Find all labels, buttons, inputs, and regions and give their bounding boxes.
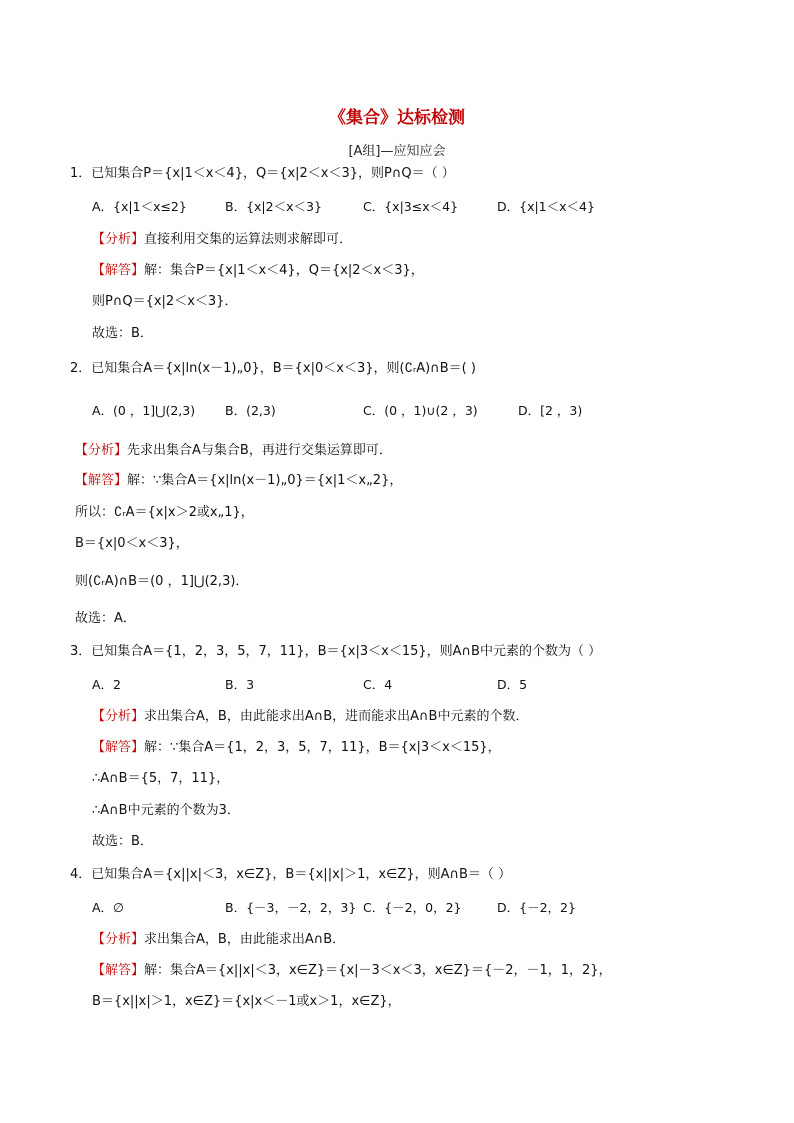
q4-analysis (92, 931, 345, 949)
solution-text: 解：集合P＝{x|1＜x＜4}，Q＝{x|2＜x＜3}， (144, 263, 424, 278)
question-3-stem: 3．已知集合A＝{1，2，3，5，7，11}，B＝{x|3＜x＜15}，则A∩B中元素的个数为（ ） (70, 644, 602, 659)
q3-option-d: D．5 (497, 677, 528, 692)
page-subtitle: [A组]—应知应会 (348, 144, 446, 159)
q3-option-a: A．2 (92, 677, 122, 692)
q1-solution-line: 则P∩Q＝{x|2＜x＜3}． (92, 294, 238, 309)
analysis-text: 求出集合A，B，由此能求出A∩B． (144, 932, 346, 947)
question-1-stem: 1．已知集合P＝{x|1＜x＜4}，Q＝{x|2＜x＜3}，则P∩Q＝（ ） (70, 166, 455, 181)
q3-analysis (92, 708, 528, 726)
solution-text: 解：∵集合A＝{1，2，3，5，7，11}，B＝{x|3＜x＜15}， (144, 740, 501, 755)
q1-analysis (92, 231, 352, 249)
q2-solution-line: 故选：A． (75, 611, 136, 626)
q2-solution-line: B＝{x|0＜x＜3}， (75, 536, 189, 551)
analysis-text: 直接利用交集的运算法则求解即可． (144, 232, 353, 247)
q3-solution-line: ∴A∩B中元素的个数为3． (92, 803, 240, 818)
q3-option-c: C．4 (363, 677, 393, 692)
q4-solution (92, 962, 612, 980)
question-2-stem: 2．已知集合A＝{x|ln(x－1)„0}，B＝{x|0＜x＜3}，则(∁ᵣA)∩B＝( ) (70, 361, 476, 376)
q1-option-d: D．{x|1＜x＜4} (497, 199, 595, 214)
solution-tag: 【解答】 (75, 473, 128, 488)
q1-option-c: C．{x|3≤x＜4} (363, 199, 459, 214)
page-title: 《集合》达标检测 (329, 108, 465, 128)
q2-option-c: C．(0 ，1)∪(2 ，3) (363, 403, 478, 418)
q1-option-b: B．{x|2＜x＜3} (225, 199, 322, 214)
solution-text: 解：集合A＝{x||x|＜3，x∈Z}＝{x|－3＜x＜3，x∈Z}＝{－2，－1，1，2}， (144, 963, 612, 978)
q4-option-b: B．{－3，－2，2，3} (225, 900, 357, 915)
solution-tag: 【解答】 (92, 963, 145, 978)
analysis-tag: 【分析】 (92, 932, 145, 947)
q2-solution-line: 所以：∁ᵣA＝{x|x＞2或x„1}， (75, 505, 254, 520)
question-4-stem: 4．已知集合A＝{x||x|＜3，x∈Z}，B＝{x||x|＞1，x∈Z}，则A∩B＝（ ） (70, 867, 512, 882)
q1-solution-line: 故选：B． (92, 326, 153, 341)
q3-solution-line: ∴A∩B＝{5，7，11}， (92, 771, 230, 786)
q3-solution-line: 故选：B． (92, 834, 153, 849)
analysis-tag: 【分析】 (92, 709, 145, 724)
q2-option-d: D．[2 ，3) (518, 403, 583, 418)
q3-solution (92, 739, 501, 757)
q4-option-a: A．∅ (92, 900, 124, 915)
solution-tag: 【解答】 (92, 263, 145, 278)
analysis-tag: 【分析】 (75, 443, 128, 458)
q2-solution (75, 472, 402, 490)
q4-solution-line: B＝{x||x|＞1，x∈Z}＝{x|x＜－1或x＞1，x∈Z}， (92, 994, 401, 1009)
q2-solution-line: 则(∁ᵣA)∩B＝(0 ，1]⋃(2,3)． (75, 574, 249, 589)
q2-analysis (75, 442, 392, 460)
solution-tag: 【解答】 (92, 740, 145, 755)
q2-option-a: A．(0 ，1]⋃(2,3) (92, 403, 196, 418)
q4-option-d: D．{－2，2} (497, 900, 576, 915)
analysis-text: 先求出集合A与集合B，再进行交集运算即可． (127, 443, 392, 458)
q4-option-c: C．{－2，0，2} (363, 900, 462, 915)
q1-solution (92, 262, 424, 280)
q1-option-a: A．{x|1＜x≤2} (92, 199, 187, 214)
solution-text: 解：∵集合A＝{x|ln(x－1)„0}＝{x|1＜x„2}， (127, 473, 403, 488)
analysis-text: 求出集合A，B，由此能求出A∩B，进而能求出A∩B中元素的个数． (144, 709, 529, 724)
q2-option-b: B．(2,3) (225, 403, 276, 418)
q3-option-b: B．3 (225, 677, 255, 692)
analysis-tag: 【分析】 (92, 232, 145, 247)
